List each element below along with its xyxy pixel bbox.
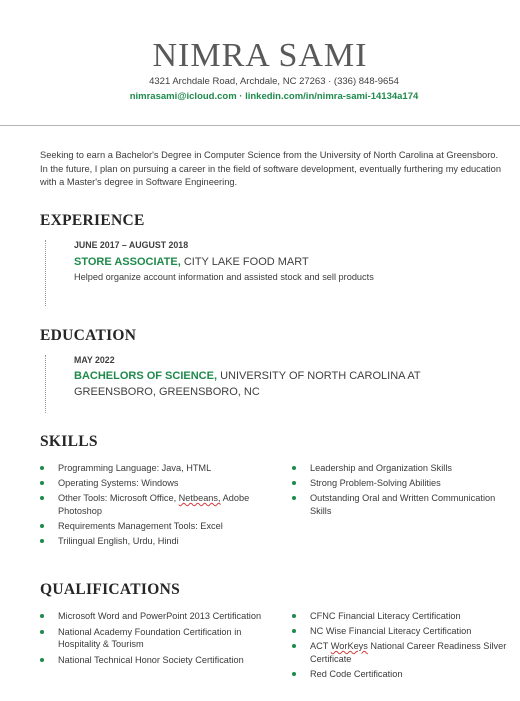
list-item: Microsoft Word and PowerPoint 2013 Certification [40,610,275,623]
list-item: Red Code Certification [292,668,507,681]
education-timeline-line [45,355,46,413]
bullet-icon [40,466,44,470]
degree-title: BACHELORS OF SCIENCE, [74,370,218,382]
list-item: Leadership and Organization Skills [292,462,502,475]
qualifications-list-right [292,610,507,681]
experience-date: JUNE 2017 – AUGUST 2018 [74,240,189,250]
list-item: National Technical Honor Society Certification [40,654,275,667]
list-item: Requirements Management Tools: Excel [40,520,280,533]
skills-heading: SKILLS [40,433,98,450]
education-heading: EDUCATION [40,327,137,344]
bullet-icon [40,524,44,528]
bullet-icon [40,481,44,485]
list-item: Strong Problem-Solving Abilities [292,477,502,490]
contact-email-linkedin[interactable]: nimrasami@icloud.com · linkedin.com/in/nimra-sami-14134a174 [129,91,419,102]
spellcheck-flagged-word: WorKeys [330,641,368,651]
list-item: Trilingual English, Urdu, Hindi [40,535,280,548]
bullet-icon [40,614,44,618]
contact-address-phone: 4321 Archdale Road, Archdale, NC 27263 · (336) 848-9654 [149,76,399,87]
resume-name: NIMRA SAMI [152,37,368,74]
list-item: Other Tools: Microsoft Office, Netbeans, Adobe Photoshop [40,492,280,517]
bullet-icon [292,629,296,633]
skills-list-right [292,462,502,517]
spellcheck-flagged-word: Netbeans, [178,493,221,503]
qualifications-heading: QUALIFICATIONS [40,581,180,598]
header-divider [0,125,520,126]
experience-role [74,254,309,270]
experience-employer: CITY LAKE FOOD MART [180,256,309,268]
bullet-icon [292,466,296,470]
bullet-icon [292,496,296,500]
objective-summary: Seeking to earn a Bachelor's Degree in Computer Science from the University of North Carolina at Greensboro. In the future, I plan on pursuing a career in the field of software development, eventually furthering my education with a Master's degree in Software Engineering. [40,150,501,187]
bullet-icon [40,539,44,543]
list-item: Operating Systems: Windows [40,477,280,490]
experience-title: STORE ASSOCIATE, [74,256,181,268]
list-item: Programming Language: Java, HTML [40,462,280,475]
bullet-icon [40,658,44,662]
education-date: MAY 2022 [74,355,115,365]
list-item: NC Wise Financial Literacy Certification [292,625,507,638]
education-degree [74,368,504,400]
bullet-icon [40,630,44,634]
bullet-icon [40,496,44,500]
list-item: CFNC Financial Literacy Certification [292,610,507,623]
bullet-icon [292,672,296,676]
experience-heading: EXPERIENCE [40,212,145,229]
skills-list-left [40,462,280,547]
bullet-icon [292,614,296,618]
list-item: Outstanding Oral and Written Communication Skills [292,492,502,517]
list-item: ACT WorKeys National Career Readiness Silver Certificate [292,640,507,665]
experience-timeline-line [45,240,46,306]
qualifications-list-left [40,610,275,666]
bullet-icon [292,481,296,485]
education-school: UNIVERSITY OF NORTH CAROLINA AT GREENSBORO, GREENSBORO, NC [74,370,421,398]
bullet-icon [292,644,296,648]
experience-description: Helped organize account information and assisted stock and sell products [74,272,374,282]
list-item: National Academy Foundation Certification in Hospitality & Tourism [40,626,275,651]
